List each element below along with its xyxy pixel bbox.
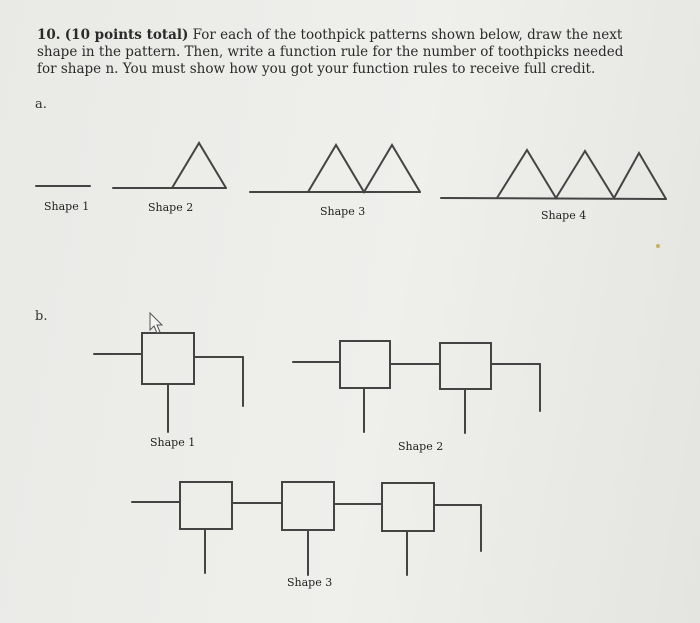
part-a-shape-4-drawing	[441, 150, 666, 199]
part-a-shape-3-drawing	[250, 145, 420, 192]
part-b-shape-1-label: Shape 1	[150, 436, 196, 449]
part-a-shape-4-label: Shape 4	[541, 209, 587, 222]
problem-number: 10.	[37, 27, 61, 43]
part-b-shape-2-label: Shape 2	[398, 440, 444, 453]
part-a-shape-3-label: Shape 3	[320, 205, 366, 218]
problem-points: (10 points total)	[64, 27, 189, 43]
part-a-shape-2-drawing	[113, 143, 226, 188]
part-b-shape-1-drawing	[94, 333, 243, 432]
stray-dot	[656, 244, 660, 248]
part-b-shape-2-drawing	[293, 341, 540, 433]
part-a-label: a.	[35, 97, 47, 112]
part-b-shape-3-label: Shape 3	[287, 576, 333, 589]
cursor-arrow-icon	[150, 313, 162, 333]
part-b-shape-3-drawing	[132, 482, 481, 575]
part-a-shape-1-label: Shape 1	[44, 200, 90, 213]
part-b-label: b.	[35, 309, 48, 324]
problem-text: For each of the toothpick patterns shown below, draw the next shape in the pattern. Then, write a function rule for the number of toothpicks needed for shape n. You must show how you got your function rules to receive full credit.	[37, 27, 624, 77]
part-a-shape-2-label: Shape 2	[148, 201, 194, 214]
